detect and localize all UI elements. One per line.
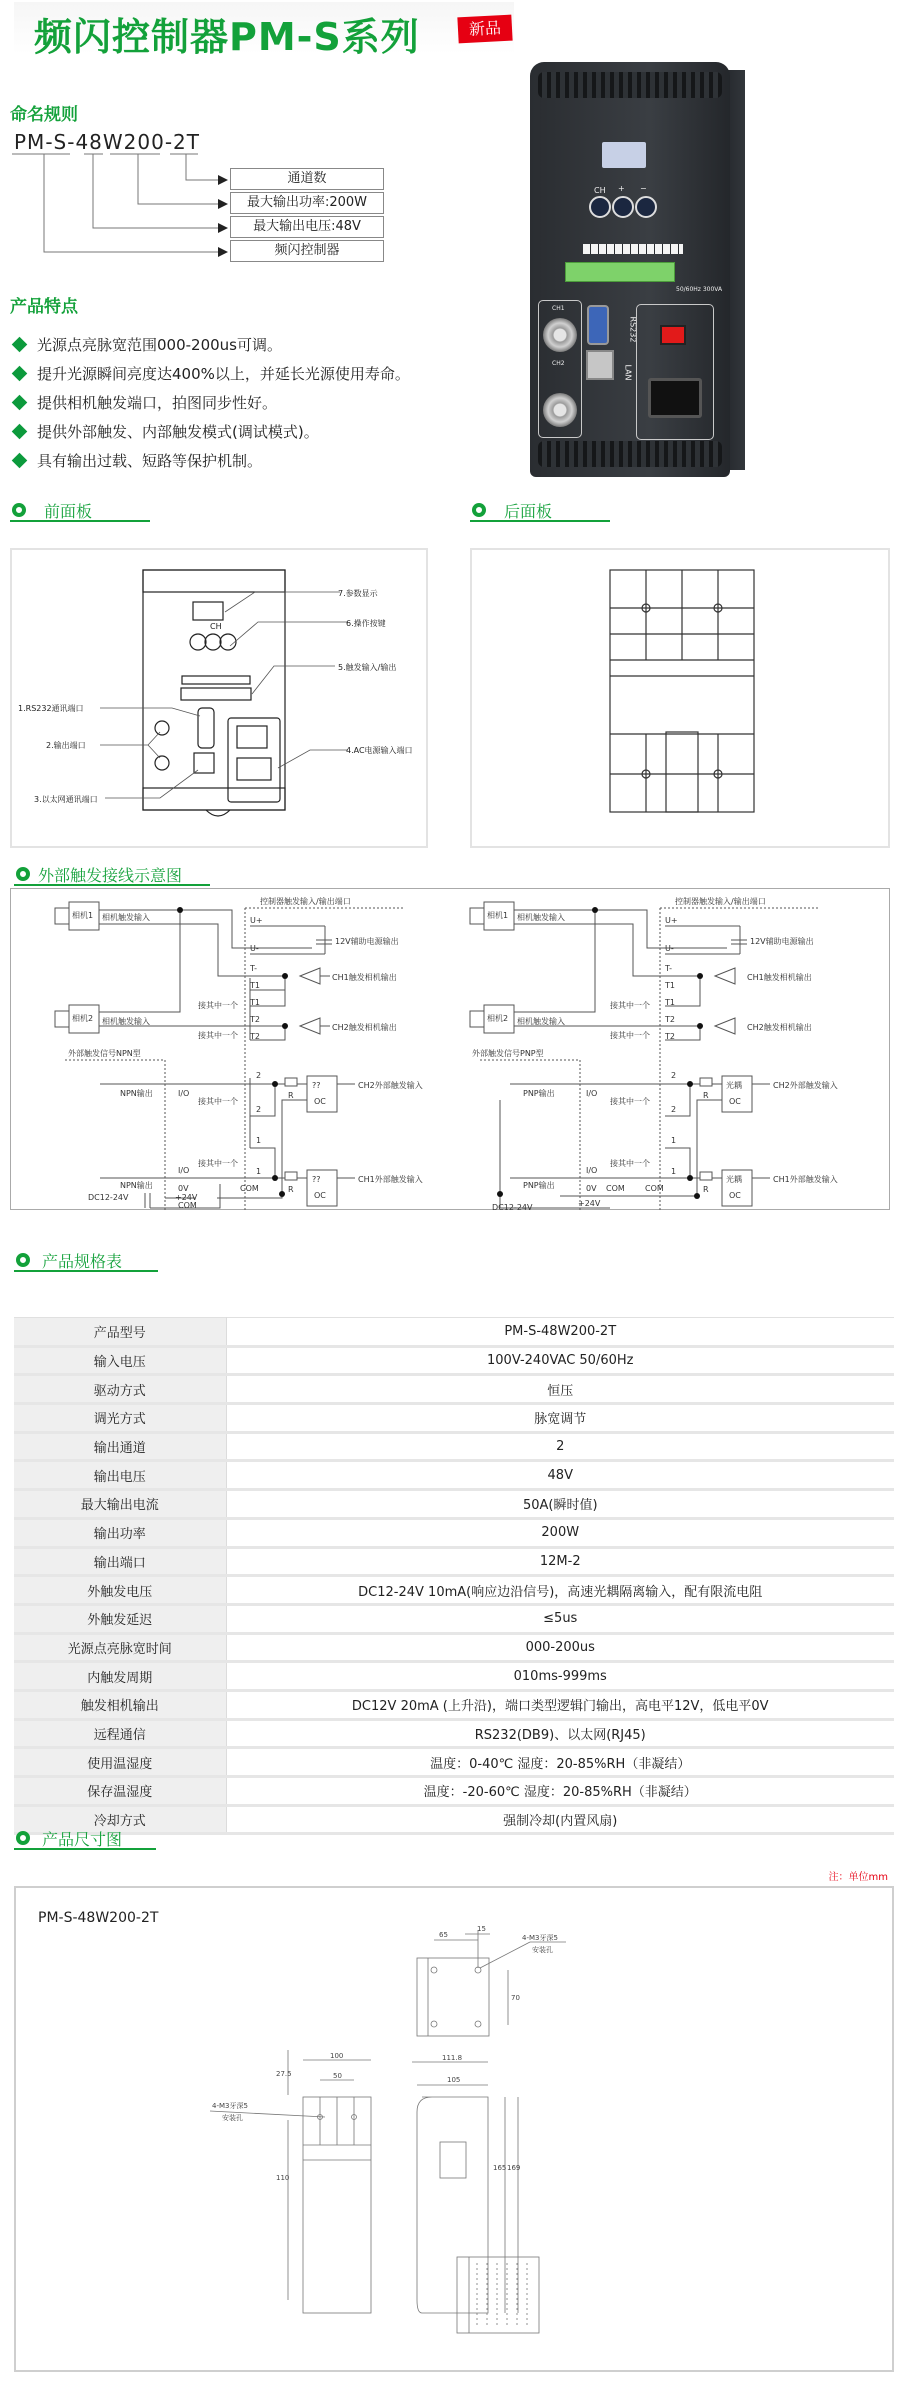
feature-item: 具有输出过载、短路等保护机制。 [10, 450, 262, 471]
device-plus-button [612, 196, 634, 218]
terminal-block [565, 262, 675, 282]
spec-key: 触发相机输出 [14, 1690, 226, 1719]
pick-one-label: 接其中一个 [198, 1001, 238, 1010]
table-row [14, 1461, 894, 1490]
plus24-label: +24V [175, 1193, 198, 1202]
spec-value: 100V-240VAC 50/60Hz [226, 1346, 894, 1375]
dim-label: 50 [333, 2072, 342, 2080]
oc-label: OC [729, 1191, 741, 1200]
table-row [14, 1375, 894, 1404]
spec-key: 外触发延迟 [14, 1604, 226, 1633]
rs232-port [587, 305, 609, 345]
spec-value: PM-S-48W200-2T [226, 1318, 894, 1347]
table-row [14, 1576, 894, 1605]
pin-label: T- [665, 964, 673, 973]
table-row [14, 1662, 894, 1691]
naming-heading: 命名规则 [10, 105, 78, 125]
rear-panel-drawing [470, 548, 890, 848]
pnp-output-label: PNP输出 [523, 1181, 555, 1190]
pin-label: T1 [250, 981, 260, 990]
pick-one-label: 接其中一个 [610, 1097, 650, 1106]
oc-label: OC [729, 1097, 741, 1106]
port-title: 控制器触发输入/输出端口 [260, 897, 351, 906]
pin-label: 1 [256, 1136, 262, 1145]
device-lcd-display [602, 142, 646, 168]
device-btn-label: − [640, 184, 647, 193]
ch1-camera-output-label: CH1触发相机输出 [332, 973, 397, 982]
pin-label: 2 [671, 1105, 677, 1114]
dim-label: 105 [447, 2076, 461, 2084]
spec-key: 输出端口 [14, 1547, 226, 1576]
spec-key: 内触发周期 [14, 1662, 226, 1691]
hole-label: 安装孔 [222, 2114, 243, 2122]
table-row [14, 1719, 894, 1748]
table-row [14, 1690, 894, 1719]
device-btn-label: + [618, 184, 625, 193]
camera2-label: 相机2 [487, 1014, 509, 1023]
callout-buttons: 6.操作按键 [346, 619, 386, 628]
diamond-bullet-icon [12, 453, 28, 469]
spec-value: 2 [226, 1432, 894, 1461]
diamond-bullet-icon [12, 395, 28, 411]
table-row [14, 1748, 894, 1777]
dim-label: 70 [511, 1994, 520, 2002]
camera-input-label: 相机触发输入 [102, 1017, 150, 1026]
pin-label: 2 [256, 1071, 262, 1080]
spec-key: 光源点亮脉宽时间 [14, 1633, 226, 1662]
spec-value: 200W [226, 1518, 894, 1547]
table-row [14, 1518, 894, 1547]
unit-note: 注：单位mm [828, 1872, 888, 1883]
com-label: COM [178, 1201, 197, 1210]
ch1-camera-output-label: CH1触发相机输出 [747, 973, 812, 982]
table-row [14, 1318, 894, 1347]
pin-label: 1 [256, 1167, 262, 1176]
callout-ac-input: 4.AC电源输入端口 [346, 746, 413, 755]
naming-rule-type: 频闪控制器 [230, 240, 384, 262]
pnp-output-label: PNP输出 [523, 1089, 555, 1098]
pin-label: 2 [671, 1071, 677, 1080]
dimensions-header: 产品尺寸图 [14, 1828, 156, 1850]
pin-label: T1 [665, 981, 675, 990]
resistor-label: R [288, 1091, 294, 1100]
spec-value: ≤5us [226, 1604, 894, 1633]
spec-key: 外触发电压 [14, 1576, 226, 1605]
pnp-title: 外部触发信号PNP型 [472, 1049, 544, 1058]
resistor-label: R [703, 1185, 709, 1194]
dim-label: 165 [493, 2164, 507, 2172]
pin-label: T- [250, 964, 258, 973]
ch2-label: CH2 [552, 360, 565, 367]
pin-label: T2 [250, 1032, 260, 1041]
feature-item: 光源点亮脉宽范围000-200us可调。 [10, 334, 282, 355]
terminal-labels [583, 244, 683, 254]
diamond-bullet-icon [12, 424, 28, 440]
table-row [14, 1404, 894, 1433]
com-label: COM [645, 1184, 664, 1193]
feature-item: 提供外部触发、内部触发模式(调试模式)。 [10, 421, 319, 442]
pin-label: T1 [665, 998, 675, 1007]
dimension-drawings [150, 1880, 750, 2380]
camera-input-label: 相机触发输入 [517, 1017, 565, 1026]
port-title: 控制器触发输入/输出端口 [675, 897, 766, 906]
pick-one-label: 接其中一个 [610, 1159, 650, 1168]
pin-label: 2 [256, 1105, 262, 1114]
diamond-bullet-icon [12, 337, 28, 353]
spec-value: 温度：0-40℃ 湿度：20-85%RH（非凝结） [226, 1748, 894, 1777]
com-label: COM [240, 1184, 259, 1193]
naming-connector-lines [0, 150, 240, 275]
oc-label: OC [314, 1097, 326, 1106]
spec-key: 驱动方式 [14, 1375, 226, 1404]
opto-label: 光耦 [726, 1175, 742, 1184]
spec-key: 调光方式 [14, 1404, 226, 1433]
table-row [14, 1432, 894, 1461]
dc-supply-label: DC12-24V [88, 1193, 129, 1202]
front-panel-header: 前面板 [10, 500, 150, 522]
npn-output-label: NPN输出 [120, 1089, 153, 1098]
spec-value: 温度：-20-60℃ 湿度：20-85%RH（非凝结） [226, 1777, 894, 1806]
pin-label: U- [250, 944, 259, 953]
opto-label: 光耦 [726, 1081, 742, 1090]
pick-one-label: 接其中一个 [610, 1031, 650, 1040]
device-btn-label: CH [594, 186, 606, 195]
hole-label: 安装孔 [532, 1946, 553, 1954]
spec-value: 强制冷却(内置风扇) [226, 1805, 894, 1834]
ch1-ext-input-label: CH1外部触发输入 [358, 1175, 423, 1184]
diamond-bullet-icon [12, 366, 28, 382]
naming-rule-power: 最大输出功率:200W [230, 192, 384, 214]
table-row [14, 1604, 894, 1633]
section-target-icon [472, 503, 486, 517]
ch2-camera-output-label: CH2触发相机输出 [332, 1023, 397, 1032]
hole-label: 4-M3牙深5 [212, 2102, 248, 2110]
ch1-ext-input-label: CH1外部触发输入 [773, 1175, 838, 1184]
naming-model-code: PM-S-48W200-2T [14, 130, 201, 154]
cooling-fins-top [538, 72, 722, 98]
dc-supply-label: DC12-24V [492, 1203, 533, 1210]
section-target-icon [16, 1831, 30, 1845]
device-ch-button [589, 196, 611, 218]
spec-value: DC12-24V 10mA(响应边沿信号)，高速光耦隔离输入，配有限流电阻 [226, 1576, 894, 1605]
spec-value: 48V [226, 1461, 894, 1490]
front-panel-drawing [10, 548, 428, 848]
hole-label: 4-M3牙深5 [522, 1934, 558, 1942]
dim-label: 100 [330, 2052, 344, 2060]
oc-label: OC [314, 1191, 326, 1200]
ch2-ext-input-label: CH2外部触发输入 [358, 1081, 423, 1090]
device-minus-button [635, 196, 657, 218]
spec-value: 000-200us [226, 1633, 894, 1662]
callout-output: 2.输出端口 [46, 741, 86, 750]
dim-label: 110 [276, 2174, 290, 2182]
rs232-label: RS232 [628, 316, 638, 343]
panel-ch-label: CH [210, 622, 222, 631]
power-switch [660, 325, 686, 345]
opto-label: ?? [312, 1081, 321, 1090]
ch2-connector [543, 393, 577, 427]
spec-value: 恒压 [226, 1375, 894, 1404]
dim-label: 27.5 [276, 2070, 292, 2078]
camera2-label: 相机2 [72, 1014, 94, 1023]
lan-label: LAN [623, 364, 633, 381]
spec-key: 输出功率 [14, 1518, 226, 1547]
ch2-ext-input-label: CH2外部触发输入 [773, 1081, 838, 1090]
spec-table [14, 1317, 894, 1835]
pick-one-label: 接其中一个 [198, 1097, 238, 1106]
spec-key: 产品型号 [14, 1318, 226, 1347]
spec-key: 使用温湿度 [14, 1748, 226, 1777]
dim-label: 111.8 [442, 2054, 463, 2062]
plus24-label: +24V [578, 1199, 601, 1208]
camera-input-label: 相机触发输入 [517, 913, 565, 922]
com-label: COM [606, 1184, 625, 1193]
io-label: I/O [178, 1166, 190, 1175]
pin-label: T1 [250, 998, 260, 1007]
spec-value: DC12V 20mA (上升沿)，端口类型逻辑门输出，高电平12V，低电平0V [226, 1690, 894, 1719]
spec-value: 50A(瞬时值) [226, 1490, 894, 1519]
pin-label: U- [665, 944, 674, 953]
pin-label: T2 [665, 1032, 675, 1041]
page-title: 频闪控制器PM-S系列 [34, 15, 420, 59]
table-row [14, 1633, 894, 1662]
ch2-camera-output-label: CH2触发相机输出 [747, 1023, 812, 1032]
io-label: I/O [586, 1089, 598, 1098]
callout-ethernet: 3.以太网通讯端口 [34, 795, 98, 804]
npn-output-label: NPN输出 [120, 1181, 153, 1190]
dim-label: 15 [477, 1925, 486, 1933]
wiring-header: 外部触发接线示意图 [14, 864, 210, 886]
table-row [14, 1346, 894, 1375]
rear-panel-header: 后面板 [470, 500, 610, 522]
power-rating-label: 50/60Hz 300VA [676, 286, 723, 293]
wiring-pnp-diagram [450, 888, 890, 1210]
callout-display: 7.参数显示 [338, 589, 378, 598]
pin-label: 1 [671, 1167, 677, 1176]
naming-rule-voltage: 最大输出电压:48V [230, 216, 384, 238]
bottom-view-drawing [455, 2255, 545, 2335]
table-row [14, 1777, 894, 1806]
features-heading: 产品特点 [10, 297, 78, 317]
spec-key: 输出通道 [14, 1432, 226, 1461]
dimensions-model: PM-S-48W200-2T [38, 1910, 159, 1926]
table-row [14, 1547, 894, 1576]
spec-key: 冷却方式 [14, 1805, 226, 1834]
spec-value: 010ms-999ms [226, 1662, 894, 1691]
resistor-label: R [288, 1185, 294, 1194]
spec-key: 保存温湿度 [14, 1777, 226, 1806]
pin-label: 1 [671, 1136, 677, 1145]
feature-item: 提升光源瞬间亮度达400%以上，并延长光源使用寿命。 [10, 363, 410, 384]
camera1-label: 相机1 [72, 911, 94, 920]
callout-trigger-io: 5.触发输入/输出 [338, 663, 397, 672]
pin-label: T2 [665, 1015, 675, 1024]
dim-label: 169 [507, 2164, 521, 2172]
cooling-fins-bottom [538, 441, 722, 467]
wiring-npn-diagram [10, 888, 450, 1210]
table-row [14, 1490, 894, 1519]
section-target-icon [16, 867, 30, 881]
spec-key: 输出电压 [14, 1461, 226, 1490]
io-label: I/O [178, 1089, 190, 1098]
spec-value: 脉宽调节 [226, 1404, 894, 1433]
aux-power-label: 12V辅助电源输出 [335, 937, 399, 946]
aux-power-label: 12V辅助电源输出 [750, 937, 814, 946]
new-badge: 新品 [457, 15, 512, 44]
feature-item: 提供相机触发端口，拍图同步性好。 [10, 392, 277, 413]
pick-one-label: 接其中一个 [198, 1159, 238, 1168]
spec-value: RS232(DB9)、以太网(RJ45) [226, 1719, 894, 1748]
lan-port [586, 350, 614, 380]
camera1-label: 相机1 [487, 911, 509, 920]
zero-v-label: 0V [178, 1184, 189, 1193]
io-label: I/O [586, 1166, 598, 1175]
section-target-icon [12, 503, 26, 517]
ac-inlet [648, 378, 702, 418]
pick-one-label: 接其中一个 [198, 1031, 238, 1040]
pick-one-label: 接其中一个 [610, 1001, 650, 1010]
naming-rule-channels: 通道数 [230, 168, 384, 190]
ch1-label: CH1 [552, 305, 565, 312]
spec-key: 最大输出电流 [14, 1490, 226, 1519]
resistor-label: R [703, 1091, 709, 1100]
section-target-icon [16, 1253, 30, 1267]
dim-label: 65 [439, 1931, 448, 1939]
spec-value: 12M-2 [226, 1547, 894, 1576]
callout-rs232: 1.RS232通讯端口 [18, 704, 84, 713]
spec-key: 远程通信 [14, 1719, 226, 1748]
camera-input-label: 相机触发输入 [102, 913, 150, 922]
opto-label: ?? [312, 1175, 321, 1184]
pin-label: U+ [665, 916, 678, 925]
spec-key: 输入电压 [14, 1346, 226, 1375]
ch1-connector [543, 318, 577, 352]
pin-label: U+ [250, 916, 263, 925]
zero-v-label: 0V [586, 1184, 597, 1193]
specs-header: 产品规格表 [14, 1250, 158, 1272]
npn-title: 外部触发信号NPN型 [68, 1049, 141, 1058]
pin-label: T2 [250, 1015, 260, 1024]
